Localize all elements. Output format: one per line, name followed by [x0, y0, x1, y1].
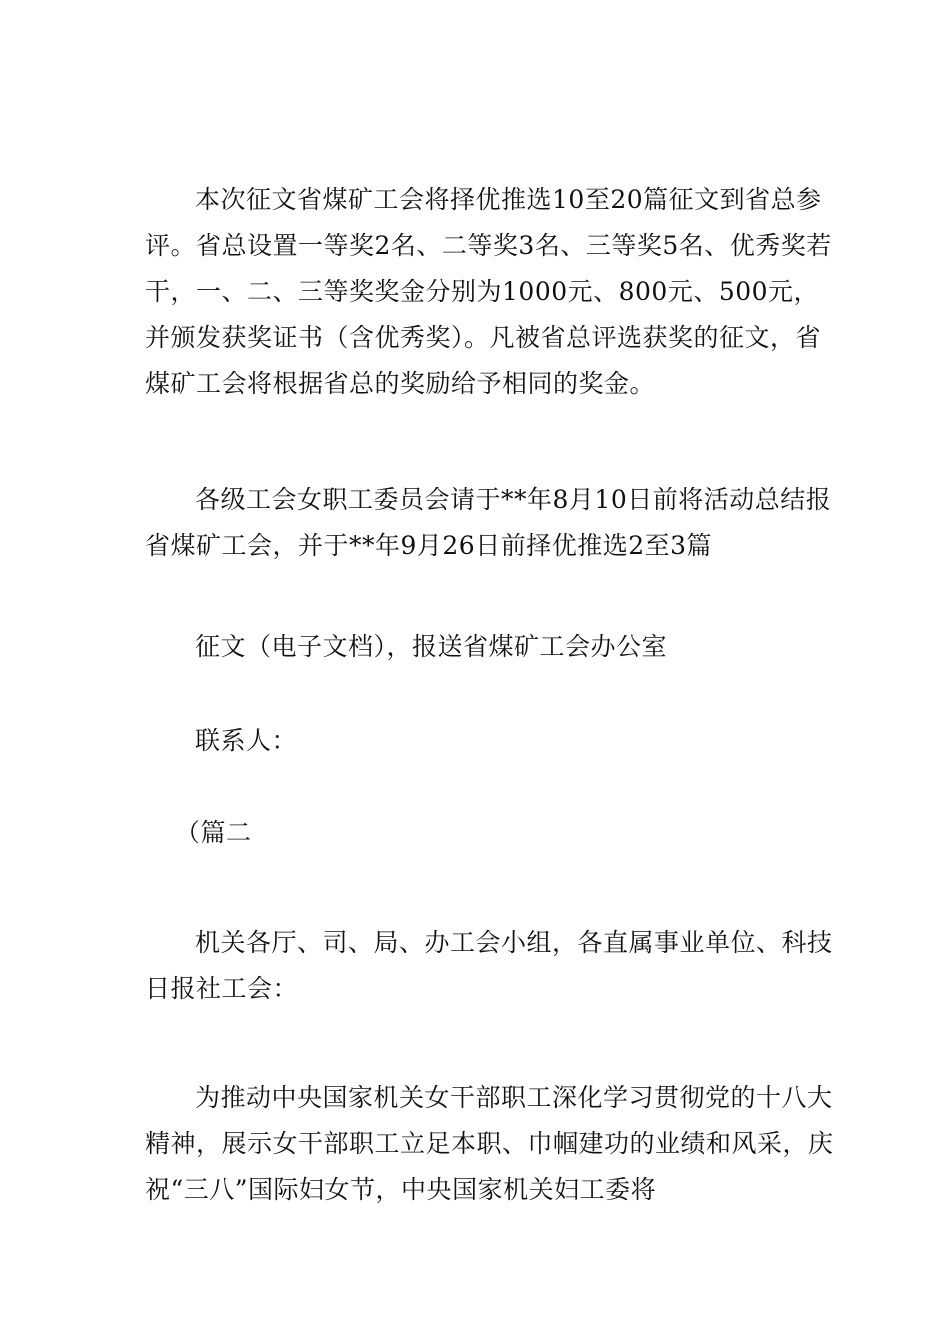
- paragraph-contact: 联系人：: [195, 726, 298, 755]
- paragraph-submission: 征文（电子文档），报送省煤矿工会办公室: [195, 632, 668, 661]
- paragraph-deadline: 各级工会女职工委员会请于**年8月10日前将活动总结报省煤矿工会，并于**年9月26日前择优推选2至3篇: [145, 485, 832, 560]
- paragraph-award-rules: 本次征文省煤矿工会将择优推选10至20篇征文到省总参评。省总设置一等奖2名、二等奖3名、三等奖5名、优秀奖若干，一、二、三等奖奖金分别为1000元、800元、500元，并颁发获奖证书（含优秀奖）。凡被省总评选获奖的征文，省煤矿工会将根据省总的奖励给予相同的奖金。: [145, 185, 832, 398]
- paragraph-intro: 为推动中央国家机关女干部职工深化学习贯彻党的十八大精神，展示女干部职工立足本职、巾帼建功的业绩和风采，庆祝“三八”国际妇女节，中央国家机关妇工委将: [145, 1083, 834, 1204]
- paragraph-addressee: 机关各厅、司、局、办工会小组，各直属事业单位、科技日报社工会：: [145, 928, 833, 1003]
- section-heading: （篇二: [175, 818, 252, 847]
